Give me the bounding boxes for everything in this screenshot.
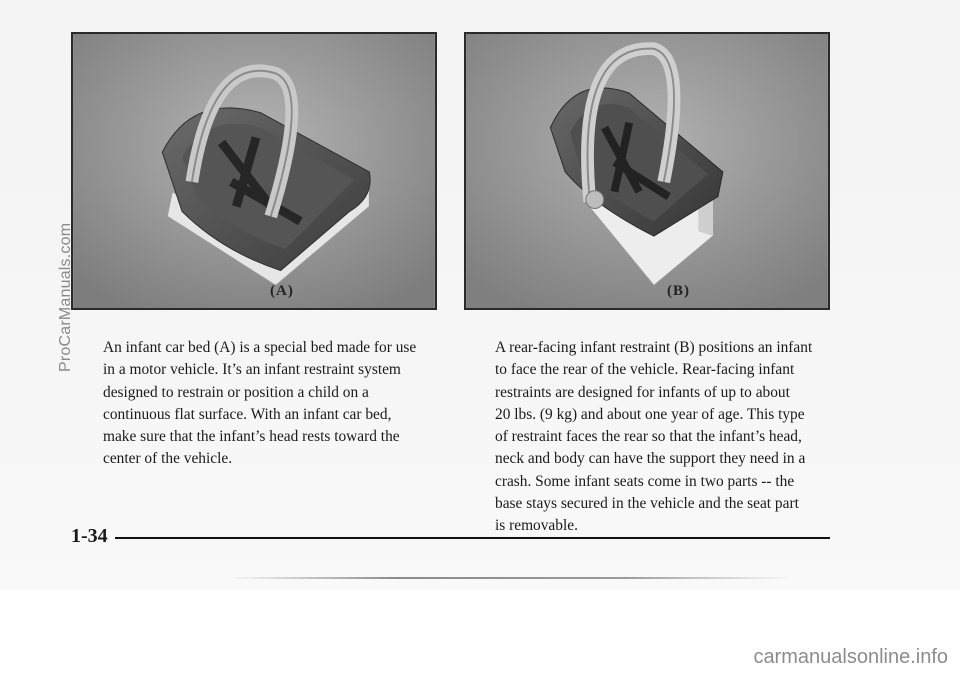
text-line: 20 lbs. (9 kg) and about one year of age. This type [495,405,805,423]
paragraph-rear-facing-restraint [495,337,840,538]
footer-rule [115,537,830,539]
text-line: designed to restrain or position a child on a [103,383,369,401]
watermark-bottom: carmanualsonline.info [753,646,948,668]
text-line: center of the vehicle. [103,450,233,468]
figure-label-a: (A) [270,283,294,299]
text-line: to face the rear of the vehicle. Rear-facing infant [495,361,795,379]
scan-edge-line [230,577,790,579]
watermark-side: ProCarManuals.com [57,222,74,372]
text-line: continuous flat surface. With an infant car bed, [103,405,392,423]
paragraph-infant-car-bed [103,337,443,471]
infant-car-bed-illustration [73,34,435,308]
text-line: base stays secured in the vehicle and the seat part [495,495,799,513]
text-line: of restraint faces the rear so that the infant’s head, [495,428,802,446]
rear-facing-infant-seat-illustration [466,34,828,308]
figure-label-b: (B) [667,283,690,299]
text-line: neck and body can have the support they need in a [495,450,806,468]
figure-rear-facing-infant-restraint [464,32,830,310]
text-line: in a motor vehicle. It’s an infant restraint system [103,361,401,379]
text-line: make sure that the infant’s head rests toward the [103,428,400,446]
text-line: A rear-facing infant restraint (B) positions an infant [495,339,813,356]
page-number: 1-34 [71,525,108,547]
text-line: is removable. [495,517,578,535]
text-line: An infant car bed (A) is a special bed made for use [103,339,417,356]
text-line: restraints are designed for infants of up to about [495,383,790,401]
figure-infant-car-bed [71,32,437,310]
text-line: crash. Some infant seats come in two parts -- the [495,472,795,490]
